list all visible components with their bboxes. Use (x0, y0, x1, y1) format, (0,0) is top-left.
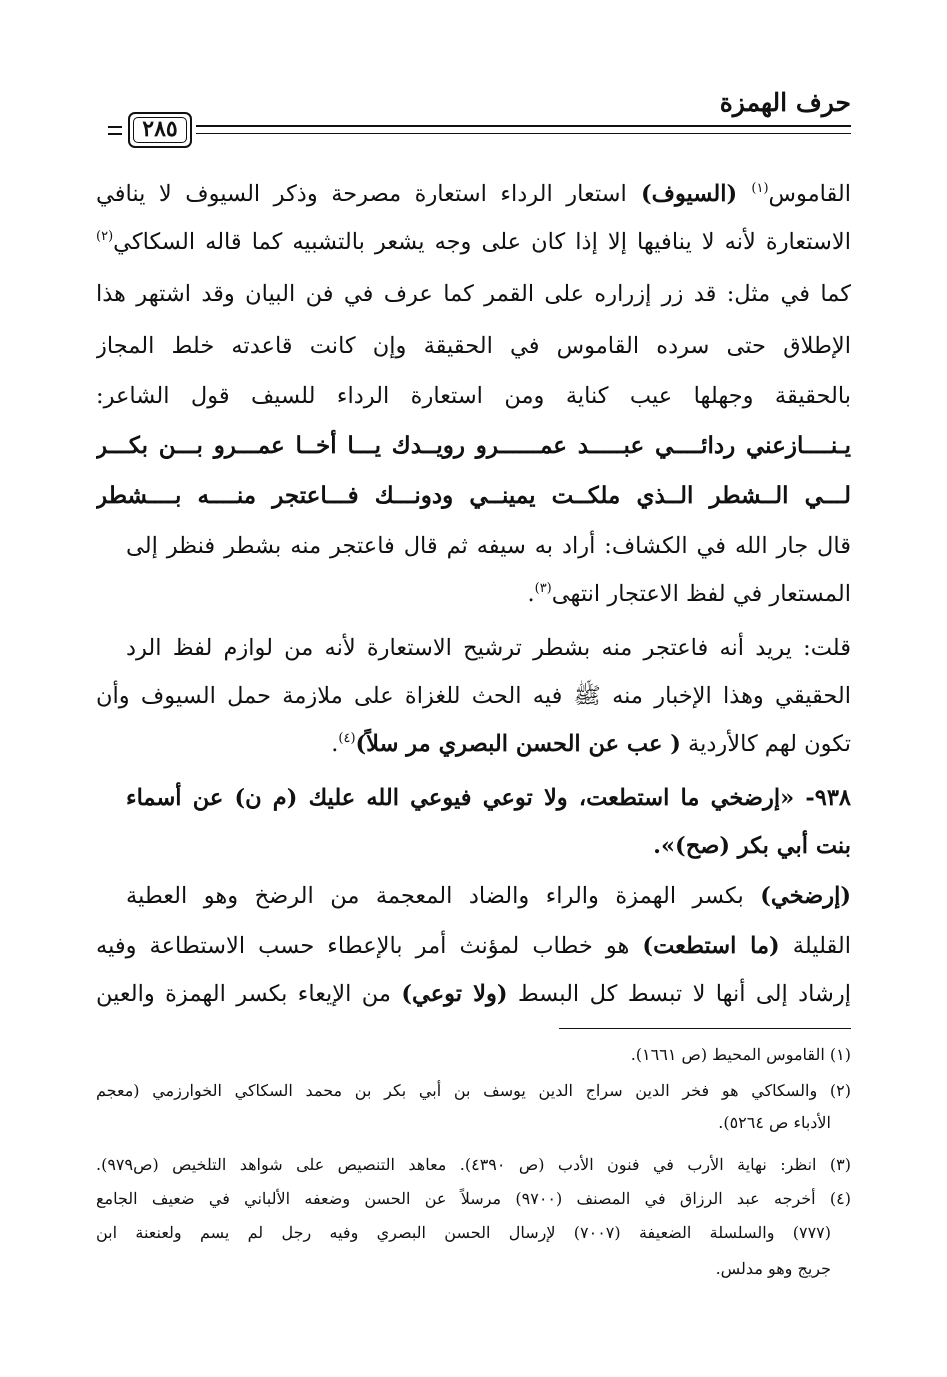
header-rule-top (196, 125, 851, 127)
body-line: تكون لهم كالأردية ( عب عن الحسن البصري مر سلاً)$^{(٤)}$. (331, 731, 851, 757)
body-line: الحقيقي وهذا الإخبار منه ﷺ فيه الحث للغزاة على ملازمة حمل السيوف وأن (96, 683, 851, 709)
body-line: إرشاد إلى أنها لا تبسط كل البسط (ولا توعي) من الإيعاء بكسر الهمزة والعين (96, 981, 851, 1007)
body-line: القليلة (ما استطعت) هو خطاب لمؤنث أمر بالإعطاء حسب الاستطاعة وفيه (96, 933, 851, 959)
poem-verse: لـــي الــشطر الــذي ملكــت يمينــي ودونـــك فـــاعتجر منــــه بــــشطر (96, 482, 851, 509)
body-line: كما في مثل: قد زر إزراره على القمر كما عرف في فن البيان وقد اشتهر هذا (96, 281, 851, 307)
body-line: (إرضخي) بكسر الهمزة والراء والضاد المعجمة من الرضخ وهو العطية (126, 883, 851, 909)
header-side-mark (108, 133, 122, 135)
body-line: الإطلاق حتى سرده القاموس في الحقيقة وإن كانت قاعدته خلط المجاز (96, 333, 851, 359)
hadith-line: ٩٣٨- «إرضخي ما استطعت، ولا توعي فيوعي الله عليك (م ن) عن أسماء (126, 785, 851, 811)
body-line: قلت: يريد أنه فاعتجر منه بشطر ترشيح الاستعارة لأنه من لوازم لفظ الرد (126, 635, 851, 661)
body-line: قال جار الله في الكشاف: أراد به سيفه ثم قال فاعتجر منه بشطر فنظر إلى (126, 533, 851, 559)
chapter-title: حرف الهمزة (719, 88, 851, 117)
body-line: بالحقيقة وجهلها عيب كناية ومن استعارة الرداء للسيف قول الشاعر: (96, 383, 851, 409)
poem-verse: يـنــــازعني ردائــــي عبـــــد عمــــــرو رويــدك يـــا أخــا عمـــرو بـــن بكـــر (96, 432, 851, 459)
footnote: (٤) أخرجه عبد الرزاق في المصنف (٩٧٠٠) مرسلاً عن الحسن وضعفه الألباني في ضعيف الجامع (96, 1189, 851, 1208)
footnote-continuation: الأدباء ص ٥٢٦٤). (718, 1113, 831, 1132)
body-line: المستعار في لفظ الاعتجار انتهى$^{(٣)}$. (527, 581, 851, 607)
page-number: ٢٨٥ (128, 112, 192, 148)
header-rule-bottom (196, 133, 851, 134)
header-side-mark (108, 126, 122, 128)
footnote-continuation: (٧٧٧) والسلسلة الضعيفة (٧٠٠٧) لإرسال الحسن البصري وفيه رجل لم يسم ولعنعنة ابن (96, 1223, 831, 1242)
footnote: (٣) انظر: نهاية الأرب في فنون الأدب (ص ٤٣٩٠). معاهد التنصيص على شواهد التلخيص (ص٩٧٩). (96, 1155, 851, 1174)
body-line: الاستعارة لأنه لا ينافيها إلا إذا كان على وجه يشعر بالتشبيه كما قاله السكاكي$^{(٢)}$ (96, 229, 851, 255)
footnote-continuation: جريج وهو مدلس. (715, 1259, 831, 1278)
body-line: القاموس$^{(١)}$ (السيوف) استعار الرداء استعارة مصرحة وذكر السيوف لا ينافي (96, 181, 851, 207)
footnote: (٢) والسكاكي هو فخر الدين سراج الدين يوسف بن أبي بكر بن محمد السكاكي الخوارزمي (معجم (96, 1081, 851, 1100)
footnote-separator (559, 1028, 851, 1029)
hadith-line: بنت أبي بكر (صح)». (653, 833, 851, 859)
footnote: (١) القاموس المحيط (ص ١٦٦١). (630, 1045, 851, 1064)
